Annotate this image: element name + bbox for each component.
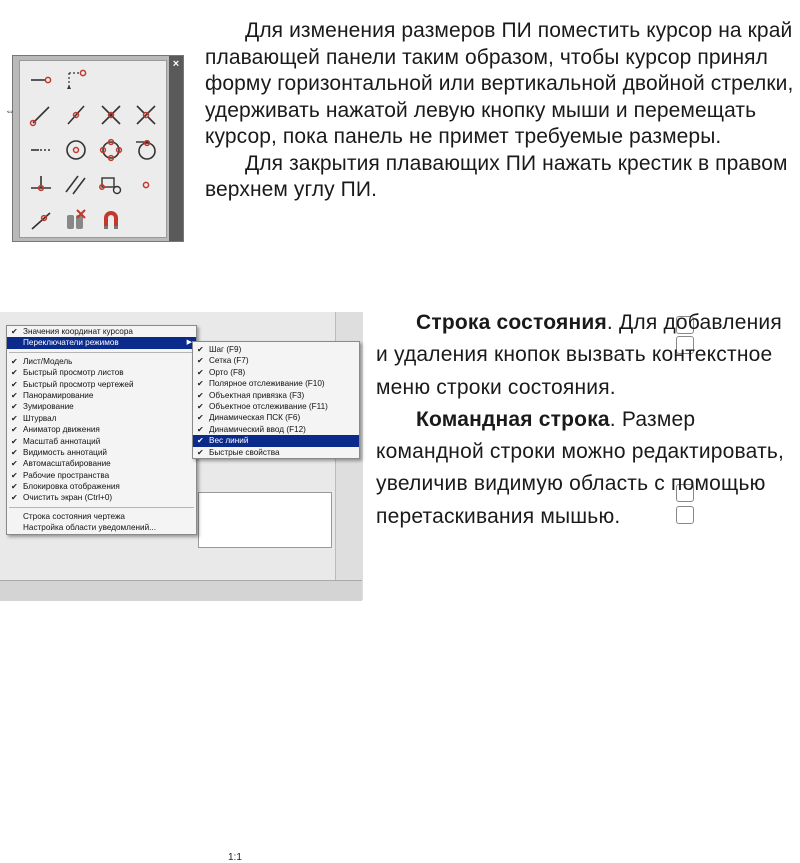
checkmark-icon: ✔	[11, 482, 18, 492]
menu-item-label: Динамический ввод (F12)	[209, 424, 306, 434]
menu-item[interactable]	[7, 367, 196, 378]
floating-tool-palette[interactable]	[5, 55, 184, 242]
checkmark-icon: ✔	[197, 436, 204, 446]
checkmark-icon: ✔	[197, 424, 204, 434]
menu-item[interactable]	[193, 401, 359, 412]
menu-item[interactable]	[7, 379, 196, 390]
snap-endpoint-icon[interactable]	[24, 63, 58, 97]
menu-item[interactable]	[7, 356, 196, 367]
menu-item[interactable]	[7, 492, 196, 503]
checkmark-icon: ✔	[197, 356, 204, 366]
status-bar-description: . Для добавления и удаления кнопок вызвать контекстное меню строки состояния.	[376, 311, 782, 399]
menu-item[interactable]	[193, 435, 359, 446]
menu-item-label: Настройка области уведомлений...	[23, 523, 156, 533]
empty-slot	[94, 63, 128, 97]
menu-item[interactable]	[7, 522, 196, 533]
snap-tangent-icon[interactable]	[129, 133, 163, 167]
context-menu	[6, 325, 197, 535]
checkmark-icon: ✔	[11, 368, 18, 378]
menu-item[interactable]	[7, 401, 196, 412]
checkmark-icon: ✔	[11, 356, 18, 366]
empty-slot	[129, 203, 163, 237]
menu-item[interactable]	[193, 390, 359, 401]
command-line-paragraph	[376, 404, 796, 533]
menu-item-label: Видимость аннотаций	[23, 447, 107, 457]
menu-item[interactable]	[7, 424, 196, 435]
snap-parallel-icon[interactable]	[59, 168, 93, 202]
palette-tool-grid	[24, 63, 163, 237]
menu-item-label: Объектная привязка (F3)	[209, 390, 305, 400]
menu-item[interactable]	[193, 355, 359, 366]
checkmark-icon: ✔	[11, 447, 18, 457]
menu-item[interactable]	[193, 412, 359, 423]
snap-perpendicular-point-icon[interactable]	[59, 63, 93, 97]
snap-center-icon[interactable]	[59, 133, 93, 167]
menu-item-label: Автомасштабирование	[23, 459, 111, 469]
status-bar-paragraph	[376, 307, 796, 404]
menu-item[interactable]	[7, 447, 196, 458]
menu-item[interactable]	[193, 447, 359, 458]
close-icon[interactable]: ×	[172, 58, 180, 70]
menu-item-label: Орто (F8)	[209, 367, 246, 377]
snap-nearest-icon[interactable]	[24, 203, 58, 237]
palette-body	[19, 60, 167, 238]
checkmark-icon: ✔	[197, 390, 204, 400]
close-instruction: Для закрытия плавающих ПИ нажать крестик в правом верхнем углу ПИ.	[205, 151, 788, 201]
checkmark-icon: ✔	[11, 459, 18, 469]
resize-instruction: Для изменения размеров ПИ поместить курсор на край плавающей панели таким образом, чтобы курсор принял форму горизонтальной или вертикальной двойной стрелки, удерживать нажатой левую кнопку мыши и перемещать курсор, пока панель не примет требуемые размеры.	[205, 19, 794, 148]
checkmark-icon: ✔	[197, 413, 204, 423]
menu-item[interactable]	[7, 511, 196, 522]
resize-grip-icon[interactable]: ⇔	[5, 106, 15, 117]
empty-slot	[129, 63, 163, 97]
snap-perpendicular-icon[interactable]	[24, 168, 58, 202]
command-line-heading: Командная строка	[416, 407, 610, 431]
menu-item-label: Блокировка отображения	[23, 482, 120, 492]
menu-item-label: Шаг (F9)	[209, 345, 242, 354]
snap-insertion-icon[interactable]	[94, 168, 128, 202]
menu-item[interactable]	[193, 367, 359, 378]
checkmark-icon: ✔	[11, 413, 18, 423]
mode-switches-submenu	[192, 341, 360, 459]
statusbar-commandline-text	[376, 307, 796, 533]
menu-item[interactable]	[7, 326, 196, 337]
menu-item-label: Аниматор движения	[23, 425, 100, 435]
menu-item[interactable]	[193, 424, 359, 435]
menu-item-label: Полярное отслеживание (F10)	[209, 379, 325, 389]
snap-apparent-intersection-icon[interactable]	[129, 98, 163, 132]
status-bar-heading: Строка состояния	[416, 311, 607, 334]
menu-item-label: Переключатели режимов	[23, 338, 119, 348]
menu-item-label: Очистить экран (Ctrl+0)	[23, 493, 113, 503]
menu-item[interactable]	[7, 390, 196, 401]
checkmark-icon: ✔	[197, 345, 204, 354]
menu-item[interactable]	[7, 481, 196, 492]
snap-line-icon[interactable]	[24, 98, 58, 132]
menu-item-label: Объектное отслеживание (F11)	[209, 401, 328, 411]
checkmark-icon: ✔	[11, 493, 18, 503]
menu-item[interactable]	[7, 470, 196, 481]
annotation-scale-label[interactable]: 1:1	[228, 852, 242, 863]
menu-item-label: Зумирование	[23, 402, 74, 412]
snap-node-icon[interactable]	[129, 168, 163, 202]
menu-item-label: Быстрый просмотр чертежей	[23, 379, 134, 389]
menu-item-label: Панорамирование	[23, 390, 94, 400]
menu-separator	[9, 507, 194, 508]
menu-item-label: Сетка (F7)	[209, 356, 249, 366]
checkmark-icon: ✔	[197, 379, 204, 389]
status-bar	[0, 580, 362, 863]
menu-item-label: Динамическая ПСК (F6)	[209, 413, 301, 423]
menu-item-label: Быстрый просмотр листов	[23, 368, 124, 378]
menu-item[interactable]	[7, 413, 196, 424]
menu-item[interactable]	[7, 458, 196, 469]
snap-quadrant-icon[interactable]	[94, 133, 128, 167]
menu-item-label: Вес линий	[209, 436, 249, 446]
submenu-arrow-icon: ▶	[186, 339, 192, 347]
menu-item-label: Значения координат курсора	[23, 327, 133, 336]
snap-midpoint-icon[interactable]	[59, 98, 93, 132]
snap-settings-icon[interactable]	[94, 203, 128, 237]
checkmark-icon: ✔	[11, 470, 18, 480]
checkmark-icon: ✔	[11, 379, 18, 389]
menu-item-label: Масштаб аннотаций	[23, 436, 101, 446]
snap-none-icon[interactable]	[59, 203, 93, 237]
menu-item-label: Рабочие пространства	[23, 470, 110, 480]
snap-extension-icon[interactable]	[24, 133, 58, 167]
checkmark-icon: ✔	[11, 402, 18, 412]
menu-item[interactable]	[7, 436, 196, 447]
command-line-description: . Размер командной строки можно редактировать, увеличив видимую область с помощью перетаскивания мышью.	[376, 407, 785, 528]
checkmark-icon: ✔	[11, 436, 18, 446]
menu-item[interactable]	[193, 378, 359, 389]
command-line-area[interactable]	[198, 492, 332, 548]
checkmark-icon: ✔	[197, 367, 204, 377]
menu-item-label: Строка состояния чертежа	[23, 511, 125, 521]
checkmark-icon: ✔	[11, 327, 18, 336]
instruction-text	[205, 18, 795, 204]
menu-item-label: Лист/Модель	[23, 356, 73, 366]
menu-separator	[9, 352, 194, 353]
menu-item[interactable]	[193, 344, 359, 355]
palette-titlebar[interactable]	[169, 56, 183, 241]
checkmark-icon: ✔	[197, 447, 204, 457]
checkmark-icon: ✔	[197, 401, 204, 411]
checkmark-icon: ✔	[11, 390, 18, 400]
menu-item[interactable]	[7, 337, 196, 348]
menu-item-label: Быстрые свойства	[209, 447, 280, 457]
statusbar-context-menu-screenshot	[0, 312, 362, 863]
checkmark-icon: ✔	[11, 425, 18, 435]
menu-item-label: Штурвал	[23, 413, 57, 423]
snap-intersection-icon[interactable]	[94, 98, 128, 132]
